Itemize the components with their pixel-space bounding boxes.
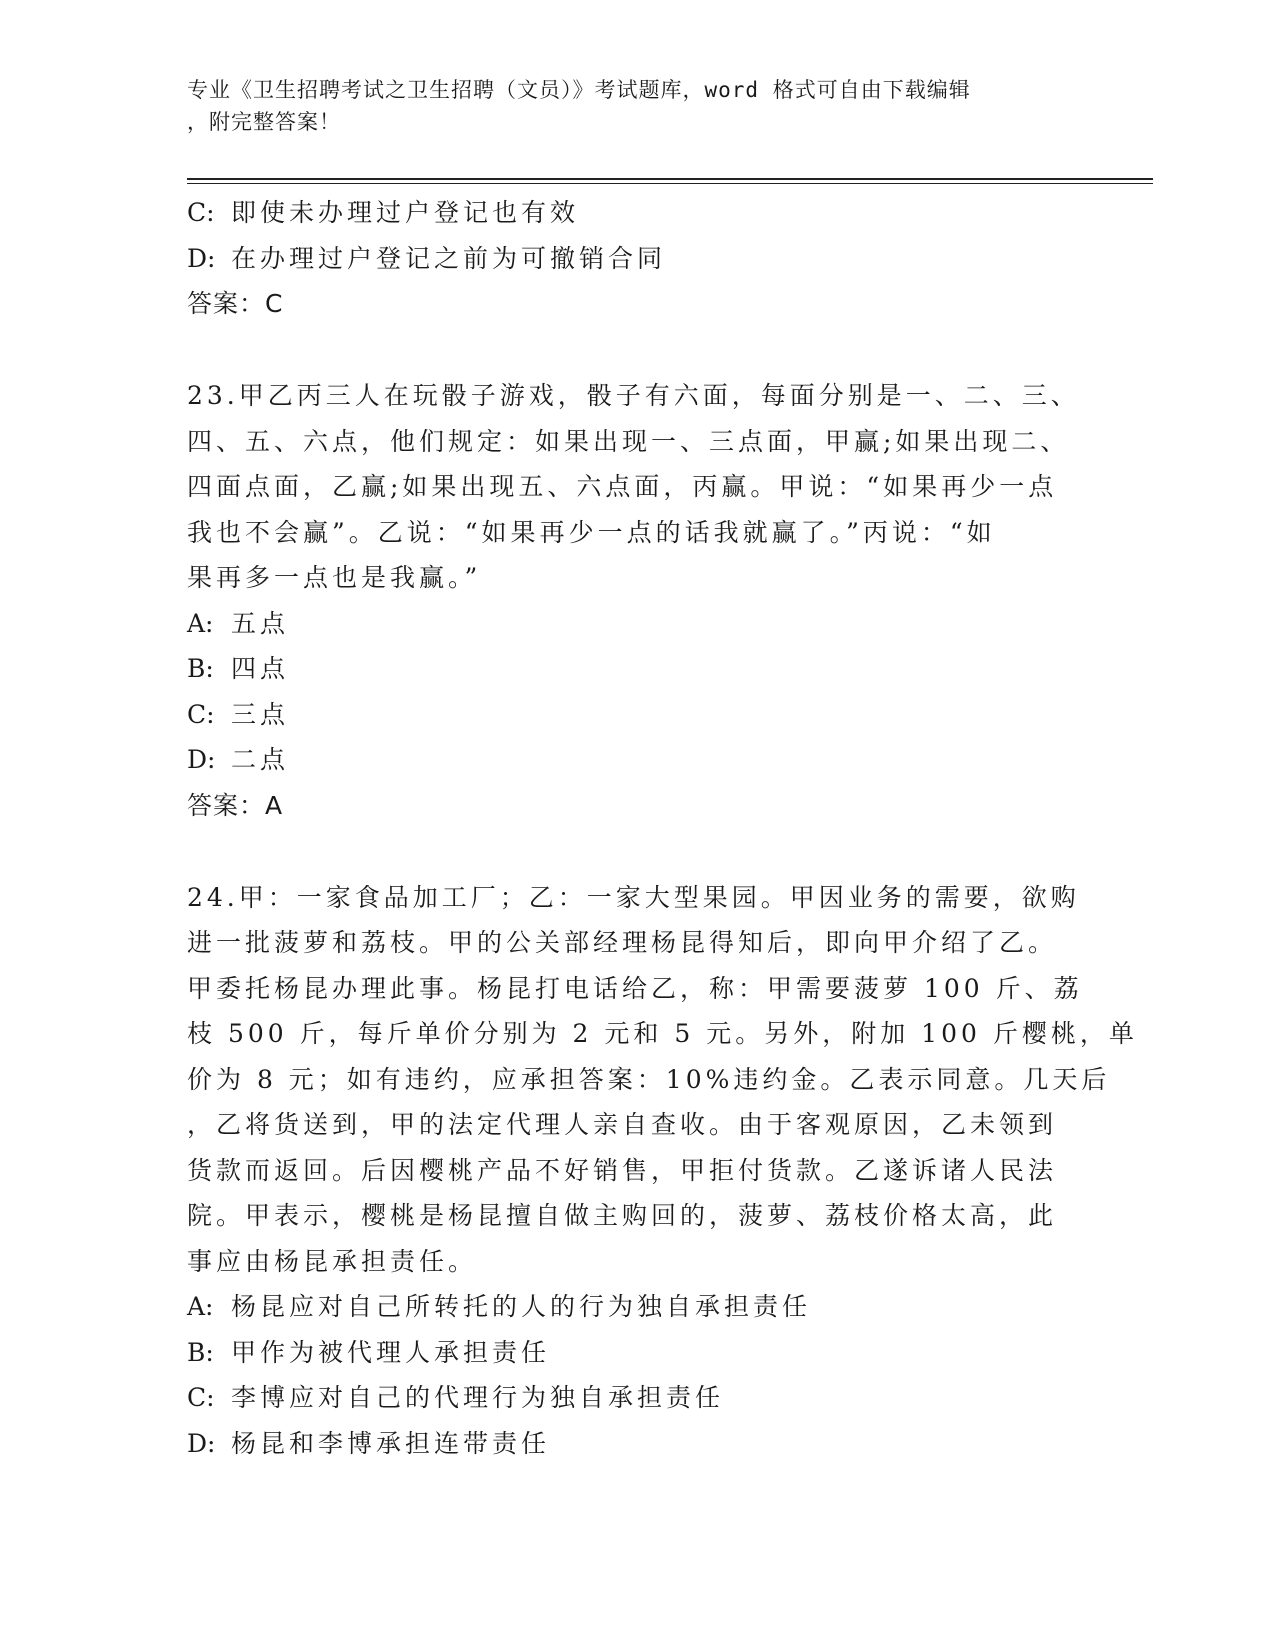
- question-text-line: 四面点面，乙赢;如果出现五、六点面，丙赢。甲说：“如果再少一点: [187, 472, 1058, 501]
- header-divider-thick: [187, 178, 1153, 180]
- option-text: 三点: [231, 699, 290, 729]
- header-divider-thin: [187, 183, 1153, 184]
- option-text: 杨昆和李博承担连带责任: [231, 1428, 551, 1458]
- header-line-1: 专业《卫生招聘考试之卫生招聘（文员）》考试题库，word 格式可自由下载编辑: [187, 78, 971, 102]
- question-text-line: 23.甲乙丙三人在玩骰子游戏，骰子有六面，每面分别是一、二、三、: [187, 381, 1080, 410]
- option-text: 四点: [231, 654, 290, 683]
- option-key: D:: [187, 243, 216, 273]
- option-key: D:: [187, 1428, 216, 1458]
- option-text: 李博应对自己的代理行为独自承担责任: [231, 1383, 725, 1412]
- option-a: [187, 1284, 1087, 1330]
- spacer: [187, 327, 1087, 373]
- option-c: [187, 692, 1087, 738]
- question-text-line: 甲委托杨昆办理此事。杨昆打电话给乙，称：甲需要菠萝 100 斤、荔: [187, 973, 1083, 1003]
- question-text-line: 院。甲表示，樱桃是杨昆擅自做主购回的，菠萝、荔枝价格太高，此: [187, 1201, 1058, 1230]
- option-key: C:: [187, 699, 215, 729]
- question-text-line: 24.甲：一家食品加工厂；乙：一家大型果园。甲因业务的需要，欲购: [187, 882, 1080, 912]
- option-c: [187, 1375, 1087, 1421]
- option-key: B:: [187, 1337, 214, 1367]
- option-key: B:: [187, 654, 214, 683]
- previous-question: [187, 190, 1087, 327]
- option-text: 二点: [231, 745, 290, 774]
- option-a: [187, 601, 1087, 647]
- document-body: [187, 190, 1138, 1466]
- option-d: [187, 236, 1087, 282]
- option-d: [187, 1421, 1087, 1467]
- question-23: [187, 373, 1087, 829]
- question-text-line: 四、五、六点，他们规定：如果出现一、三点面，甲赢;如果出现二、: [187, 426, 1070, 456]
- option-c: [187, 190, 1087, 236]
- option-b: [187, 1330, 1087, 1376]
- document-header: [187, 74, 1067, 138]
- question-text-line: 货款而返回。后因樱桃产品不好销售，甲拒付货款。乙遂诉诸人民法: [187, 1155, 1058, 1185]
- option-text: 甲作为被代理人承担责任: [231, 1337, 551, 1367]
- option-text: 五点: [231, 608, 290, 638]
- option-key: C:: [187, 198, 215, 227]
- header-line-2: ，附完整答案！: [187, 110, 341, 134]
- option-text: 在办理过户登记之前为可撤销合同: [231, 243, 667, 273]
- answer-line: 答案：A: [187, 790, 284, 820]
- question-text-line: 我也不会赢”。乙说：“如果再少一点的话我就赢了。”丙说：“如: [187, 517, 996, 547]
- option-d: [187, 737, 1087, 783]
- option-key: C:: [187, 1383, 215, 1412]
- spacer: [187, 829, 1087, 875]
- question-text-line: 事应由杨昆承担责任。: [187, 1246, 478, 1276]
- option-key: A:: [187, 1292, 214, 1321]
- question-text-line: 枝 500 斤，每斤单价分别为 2 元和 5 元。另外，附加 100 斤樱桃，单: [187, 1019, 1138, 1048]
- question-24: [187, 875, 1138, 1467]
- question-text-line: ，乙将货送到，甲的法定代理人亲自查收。由于客观原因，乙未领到: [187, 1110, 1058, 1139]
- option-b: [187, 646, 1087, 692]
- option-text: 杨昆应对自己所转托的人的行为独自承担责任: [231, 1292, 812, 1321]
- question-text-line: 进一批菠萝和荔枝。甲的公关部经理杨昆得知后，即向甲介绍了乙。: [187, 928, 1058, 957]
- answer-line: 答案：C: [187, 289, 284, 318]
- question-text-line: 果再多一点也是我赢。”: [187, 563, 482, 592]
- question-text-line: 价为 8 元；如有违约，应承担答案：10%违约金。乙表示同意。几天后: [187, 1064, 1111, 1094]
- option-key: D:: [187, 745, 216, 774]
- option-text: 即使未办理过户登记也有效: [231, 198, 580, 227]
- option-key: A:: [187, 608, 214, 638]
